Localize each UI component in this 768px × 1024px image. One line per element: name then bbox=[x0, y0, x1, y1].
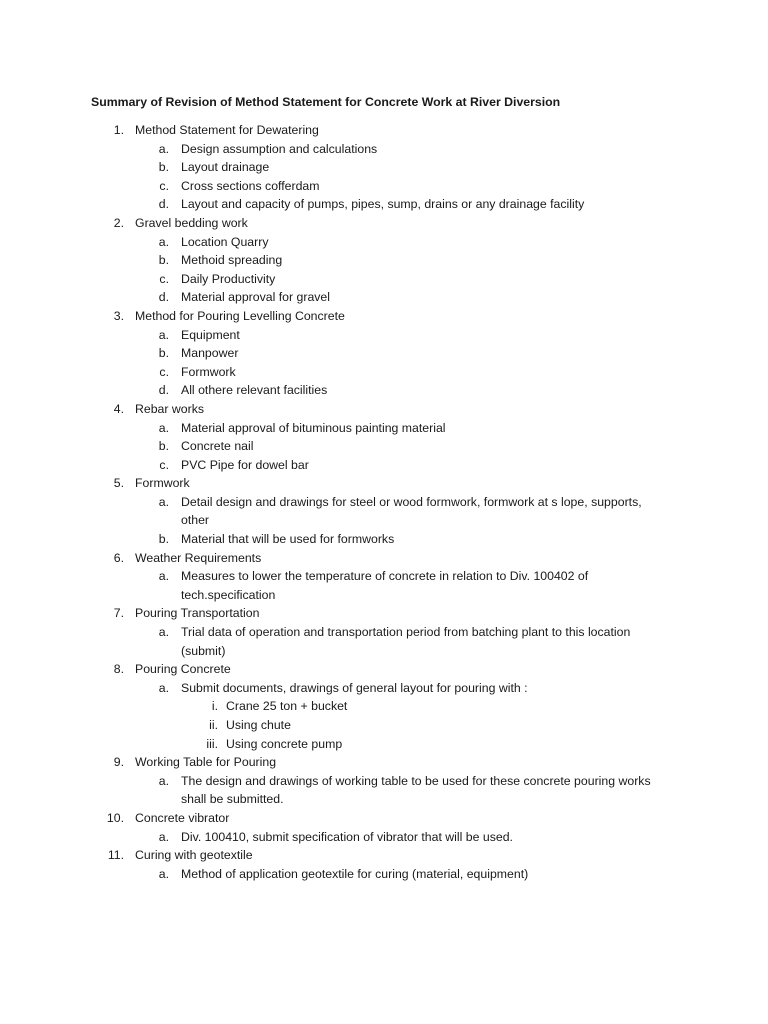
sub-item-letter: c. bbox=[159, 271, 169, 286]
sub-sub-item bbox=[0, 697, 768, 716]
sub-item-text: Material approval for gravel bbox=[181, 290, 330, 305]
sub-item-letter: a. bbox=[158, 569, 169, 584]
item-number: 4. bbox=[113, 401, 124, 416]
sub-item-text: Div. 100410, submit specification of vibrator that will be used. bbox=[181, 829, 513, 844]
sub-item-text: Daily Productivity bbox=[181, 271, 276, 286]
sub-sub-item bbox=[0, 735, 768, 754]
sub-item bbox=[0, 456, 768, 475]
sub-item-text: The design and drawings of working table to be used for these concrete pouring works shall be submitted. bbox=[181, 773, 651, 807]
sub-item bbox=[0, 530, 768, 549]
sub-sub-item-numeral: iii. bbox=[206, 736, 218, 751]
list-item bbox=[0, 753, 768, 772]
sub-item-text: Manpower bbox=[181, 346, 239, 361]
item-number: 7. bbox=[113, 606, 124, 621]
sub-item-text: Material that will be used for formworks bbox=[181, 532, 395, 547]
item-text: Pouring Concrete bbox=[135, 662, 231, 677]
item-number: 6. bbox=[113, 550, 124, 565]
sub-item-text: Formwork bbox=[181, 364, 236, 379]
sub-item bbox=[0, 493, 768, 530]
sub-item-letter: a. bbox=[158, 141, 169, 156]
sub-item-text: PVC Pipe for dowel bar bbox=[181, 457, 309, 472]
sub-item-letter: b. bbox=[158, 439, 169, 454]
sub-item bbox=[0, 437, 768, 456]
list-item bbox=[0, 307, 768, 326]
sub-item bbox=[0, 251, 768, 270]
document-title: Summary of Revision of Method Statement for Concrete Work at River Diversion bbox=[91, 95, 561, 109]
sub-item-text: Cross sections cofferdam bbox=[181, 178, 320, 193]
item-number: 5. bbox=[113, 476, 124, 491]
item-number: 2. bbox=[113, 215, 124, 230]
list-item bbox=[0, 846, 768, 865]
sub-item bbox=[0, 326, 768, 345]
sub-item bbox=[0, 344, 768, 363]
item-number: 9. bbox=[113, 755, 124, 770]
sub-item-text: Method of application geotextile for curing (material, equipment) bbox=[181, 866, 529, 881]
sub-item-letter: b. bbox=[158, 532, 169, 547]
sub-item-text: Design assumption and calculations bbox=[181, 141, 378, 156]
numbered-list bbox=[0, 121, 768, 883]
sub-sub-item-text: Crane 25 ton + bucket bbox=[226, 699, 348, 714]
item-text: Curing with geotextile bbox=[135, 848, 253, 863]
sub-item bbox=[0, 828, 768, 847]
sub-item bbox=[0, 158, 768, 177]
sub-sub-item-numeral: i. bbox=[211, 699, 218, 714]
item-text: Method for Pouring Levelling Concrete bbox=[135, 308, 345, 323]
list-item bbox=[0, 660, 768, 679]
list-item bbox=[0, 400, 768, 419]
item-text: Formwork bbox=[135, 476, 190, 491]
sub-item-letter: c. bbox=[159, 364, 169, 379]
sub-item-letter: a. bbox=[158, 494, 169, 509]
sub-item bbox=[0, 623, 768, 660]
sub-item-text: Methoid spreading bbox=[181, 253, 283, 268]
sub-item-text: Material approval of bituminous painting material bbox=[181, 420, 446, 435]
sub-item bbox=[0, 195, 768, 214]
sub-item-letter: c. bbox=[159, 178, 169, 193]
item-text: Pouring Transportation bbox=[135, 606, 260, 621]
sub-item bbox=[0, 679, 768, 698]
list-item bbox=[0, 809, 768, 828]
sub-item-letter: b. bbox=[158, 346, 169, 361]
item-text: Method Statement for Dewatering bbox=[135, 123, 319, 137]
list-item bbox=[0, 604, 768, 623]
sub-item-letter: b. bbox=[158, 160, 169, 175]
list-item bbox=[0, 549, 768, 568]
sub-item-letter: a. bbox=[158, 625, 169, 640]
sub-item bbox=[0, 233, 768, 252]
sub-item-text: Equipment bbox=[181, 327, 240, 342]
item-text: Rebar works bbox=[135, 401, 205, 416]
sub-item bbox=[0, 419, 768, 438]
sub-item-text: Layout drainage bbox=[181, 160, 270, 175]
sub-item-letter: c. bbox=[159, 457, 169, 472]
list-item bbox=[0, 214, 768, 233]
item-text: Weather Requirements bbox=[135, 550, 262, 565]
sub-sub-item bbox=[0, 716, 768, 735]
sub-item-text: Concrete nail bbox=[181, 439, 254, 454]
sub-sub-item-text: Using chute bbox=[226, 718, 291, 732]
sub-item-letter: d. bbox=[158, 290, 169, 305]
sub-item-letter: a. bbox=[158, 866, 169, 881]
item-number: 3. bbox=[113, 308, 124, 323]
sub-item-letter: a. bbox=[158, 773, 169, 788]
sub-item bbox=[0, 177, 768, 196]
sub-item-text: Location Quarry bbox=[181, 234, 269, 249]
sub-item-letter: a. bbox=[158, 234, 169, 249]
item-text: Gravel bedding work bbox=[135, 215, 248, 230]
list-item bbox=[0, 474, 768, 493]
sub-item-text: Detail design and drawings for steel or wood formwork, formwork at s lope, supports, other bbox=[181, 494, 642, 528]
sub-item-text: Trial data of operation and transportation period from batching plant to this location (submit) bbox=[181, 625, 631, 658]
sub-sub-item-text: Using concrete pump bbox=[226, 736, 343, 751]
item-number: 11. bbox=[107, 848, 124, 863]
sub-item-text: All othere relevant facilities bbox=[181, 383, 328, 398]
sub-item-letter: d. bbox=[158, 383, 169, 398]
sub-item-text: Submit documents, drawings of general layout for pouring with : bbox=[181, 680, 528, 695]
sub-item-text: Measures to lower the temperature of concrete in relation to Div. 100402 of tech.specification bbox=[181, 569, 589, 602]
sub-item bbox=[0, 270, 768, 289]
item-text: Concrete vibrator bbox=[135, 810, 230, 825]
item-number: 10. bbox=[106, 810, 124, 825]
sub-item bbox=[0, 288, 768, 307]
sub-item-letter: a. bbox=[158, 420, 169, 435]
sub-item-letter: b. bbox=[158, 253, 169, 268]
sub-item bbox=[0, 865, 768, 884]
sub-item bbox=[0, 567, 768, 604]
sub-item-letter: a. bbox=[158, 327, 169, 342]
sub-item-letter: a. bbox=[158, 680, 169, 695]
item-number: 8. bbox=[113, 662, 124, 677]
sub-item-text: Layout and capacity of pumps, pipes, sump, drains or any drainage facility bbox=[181, 197, 585, 212]
sub-item bbox=[0, 772, 768, 809]
sub-item-letter: a. bbox=[158, 829, 169, 844]
item-number: 1. bbox=[113, 123, 124, 137]
list-item bbox=[0, 121, 768, 140]
sub-item bbox=[0, 381, 768, 400]
sub-item bbox=[0, 140, 768, 159]
item-text: Working Table for Pouring bbox=[135, 755, 277, 770]
sub-sub-item-numeral: ii. bbox=[209, 718, 218, 732]
sub-item bbox=[0, 363, 768, 382]
sub-item-letter: d. bbox=[158, 197, 169, 212]
